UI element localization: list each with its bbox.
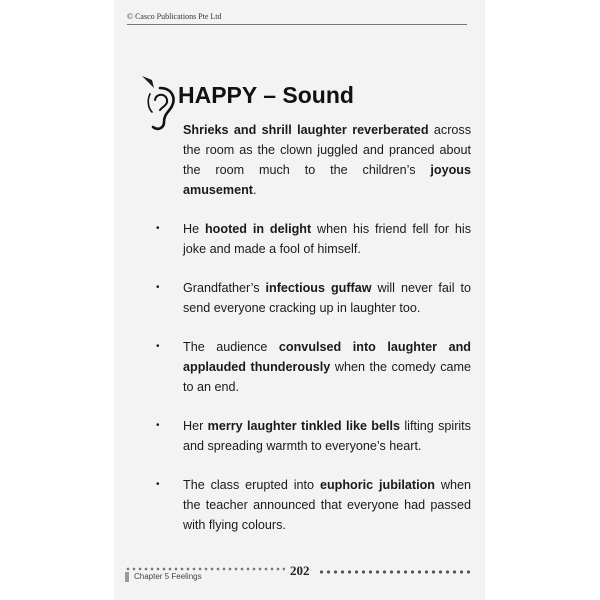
bullet-item [153,219,471,259]
bold-phrase: infectious guffaw [265,281,372,295]
text-run: when the comedy came to an end. [183,360,471,394]
footer-dot-rule-right [318,570,470,574]
bold-phrase: euphoric jubilation [319,478,435,492]
text-run: The class erupted into [183,478,320,492]
bullet-item [153,337,471,397]
page-number: 202 [290,563,310,578]
bullet-list [153,120,471,554]
bullet-item [153,120,471,200]
text-run: across the room as the clown juggled and pranced about the room much to the children’s [183,123,471,177]
chapter-label: Chapter 5 Feelings [125,572,202,582]
bullet-item [153,416,471,456]
text-run: will never fail to send everyone cracking up in laughter too. [183,281,471,315]
text-run: Grandfather’s [183,281,266,295]
text-run: when his friend fell for his joke and made a fool of himself. [183,222,471,256]
bold-phrase: merry laughter tinkled like bells [207,419,400,433]
text-run: The audience [183,340,279,354]
text-run: He [183,222,205,236]
text-run: . [253,183,257,197]
text-run: when the teacher announced that everyone had passed with flying colours. [183,478,471,532]
bold-phrase: convulsed into laughter and applauded thunderously [183,340,471,374]
text-run: lifting spirits and spreading warmth to everyone’s heart. [183,419,471,453]
page-title: HAPPY – Sound [178,82,354,108]
bullet-item [153,475,471,535]
text-run: Her [183,419,208,433]
publisher-header: © Casco Publications Pte Ltd [127,12,467,25]
bullet-item [153,278,471,318]
bold-phrase: hooted in delight [204,222,312,236]
bold-phrase: joyous amusement [183,163,471,197]
footer-dot-rule-left [125,567,285,571]
bold-phrase: Shrieks and shrill laughter reverberated [183,123,429,137]
